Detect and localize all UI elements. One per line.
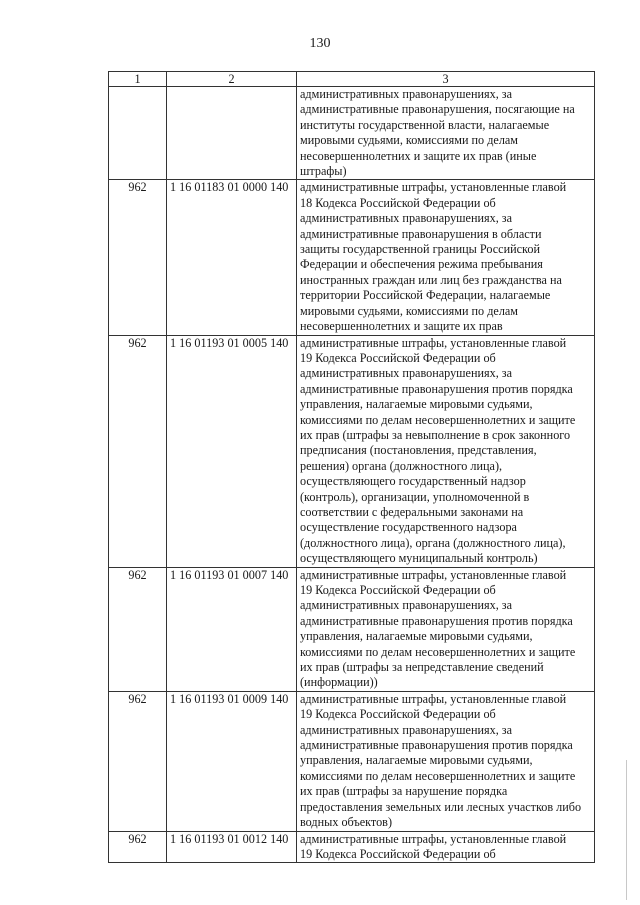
description-line: несовершеннолетних и защите их прав <box>300 319 503 334</box>
description-line: защиты государственной границы Российской <box>300 242 540 257</box>
administrator-code-cell: 962 <box>109 691 167 831</box>
description-line: иностранных граждан или лиц без гражданства на <box>300 272 562 287</box>
budget-classification-code-cell: 1 16 01193 01 0009 140 <box>167 691 297 831</box>
description-line: комиссиями по делам несовершеннолетних и защите <box>300 412 576 427</box>
description-line: комиссиями по делам несовершеннолетних и защите <box>300 644 576 659</box>
description-line: территории Российской Федерации, налагаемые <box>300 288 551 303</box>
budget-classification-code-cell: 1 16 01193 01 0007 140 <box>167 567 297 691</box>
description-line: административные правонарушения в области <box>300 226 542 241</box>
description-line: 19 Кодекса Российской Федерации об <box>300 846 496 861</box>
description-line: 19 Кодекса Российской Федерации об <box>300 583 496 597</box>
description-line: их прав (штрафы за невыполнение в срок законного <box>300 427 571 442</box>
administrator-code-cell: 962 <box>109 831 167 863</box>
description-line: несовершеннолетних и защите их прав (иные <box>300 148 537 163</box>
table-row <box>109 831 595 863</box>
administrator-code-cell: 962 <box>109 335 167 567</box>
description-line: административных правонарушениях, за <box>300 598 513 613</box>
description-line: административные правонарушения, посягающие на <box>300 102 575 117</box>
description-line: 18 Кодекса Российской Федерации об <box>300 195 496 210</box>
administrator-code-cell: 962 <box>109 180 167 335</box>
description-line: административных правонарушениях, за <box>300 87 513 101</box>
administrator-code-cell: 962 <box>109 567 167 691</box>
description-line: административных правонарушениях, за <box>300 211 513 226</box>
description-line: осуществление государственного надзора <box>300 520 517 535</box>
description-line: их прав (штрафы за нарушение порядка <box>300 784 508 799</box>
revenue-description-cell <box>297 180 595 335</box>
description-line: управления, налагаемые мировыми судьями, <box>300 629 533 644</box>
description-line: административные штрафы, установленные главой <box>300 831 567 846</box>
budget-classification-code-cell: 1 16 01193 01 0005 140 <box>167 335 297 567</box>
budget-classification-code-cell: 1 16 01193 01 0012 140 <box>167 831 297 863</box>
scan-edge-mark <box>626 760 629 900</box>
description-line: предписания (постановления, представления, <box>300 443 537 458</box>
description-line: административные штрафы, установленные главой <box>300 180 567 195</box>
description-line: административные правонарушения против порядка <box>300 613 573 628</box>
column-header-1: 1 <box>109 72 167 87</box>
administrator-code-cell <box>109 87 167 180</box>
description-line: (информации)) <box>300 675 378 690</box>
description-line: мировыми судьями, комиссиями по делам <box>300 303 519 318</box>
description-line: управления, налагаемые мировыми судьями, <box>300 397 533 412</box>
description-line: институты государственной власти, налагаемые <box>300 117 550 132</box>
table-row <box>109 87 595 180</box>
description-line: административные правонарушения против порядка <box>300 381 573 396</box>
table-header-row <box>109 72 595 87</box>
description-line: водных объектов) <box>300 815 393 830</box>
revenue-description-cell <box>297 567 595 691</box>
revenue-description-cell <box>297 335 595 567</box>
budget-classification-code-cell <box>167 87 297 180</box>
description-line: мировыми судьями, комиссиями по делам <box>300 133 519 148</box>
description-line: решения) органа (должностного лица), <box>300 458 503 473</box>
page-number: 130 <box>309 36 331 51</box>
column-header-2: 2 <box>167 72 297 87</box>
table-row <box>109 691 595 831</box>
description-line: административные штрафы, установленные главой <box>300 691 567 706</box>
description-line: их прав (штрафы за непредставление сведений <box>300 660 544 675</box>
budget-codes-table <box>108 71 595 863</box>
revenue-description-cell <box>297 831 595 863</box>
description-line: предоставления земельных или лесных участков либо <box>300 799 582 814</box>
description-line: административных правонарушениях, за <box>300 722 513 737</box>
description-line: (должностного лица), органа (должностного лица), <box>300 535 566 550</box>
revenue-description-cell <box>297 87 595 180</box>
description-line: 19 Кодекса Российской Федерации об <box>300 350 496 365</box>
description-line: административные штрафы, установленные главой <box>300 335 567 350</box>
description-line: соответствии с федеральными законами на <box>300 504 524 519</box>
description-line: административных правонарушениях, за <box>300 366 513 381</box>
description-line: 19 Кодекса Российской Федерации об <box>300 707 496 722</box>
column-header-3: 3 <box>297 72 595 87</box>
description-line: комиссиями по делам несовершеннолетних и защите <box>300 768 576 783</box>
budget-classification-code-cell: 1 16 01183 01 0000 140 <box>167 180 297 335</box>
description-line: осуществляющего муниципальный контроль) <box>300 551 538 566</box>
table-row <box>109 335 595 567</box>
description-line: административные правонарушения против порядка <box>300 738 573 753</box>
revenue-description-cell <box>297 691 595 831</box>
description-line: осуществляющего государственный надзор <box>300 474 526 489</box>
description-line: управления, налагаемые мировыми судьями, <box>300 753 533 768</box>
description-line: штрафы) <box>300 164 347 179</box>
table-row <box>109 180 595 335</box>
table-row <box>109 567 595 691</box>
description-line: административные штрафы, установленные главой <box>300 567 567 582</box>
description-line: Федерации и обеспечения режима пребывания <box>300 257 543 272</box>
description-line: (контроль), организации, уполномоченной в <box>300 489 530 504</box>
